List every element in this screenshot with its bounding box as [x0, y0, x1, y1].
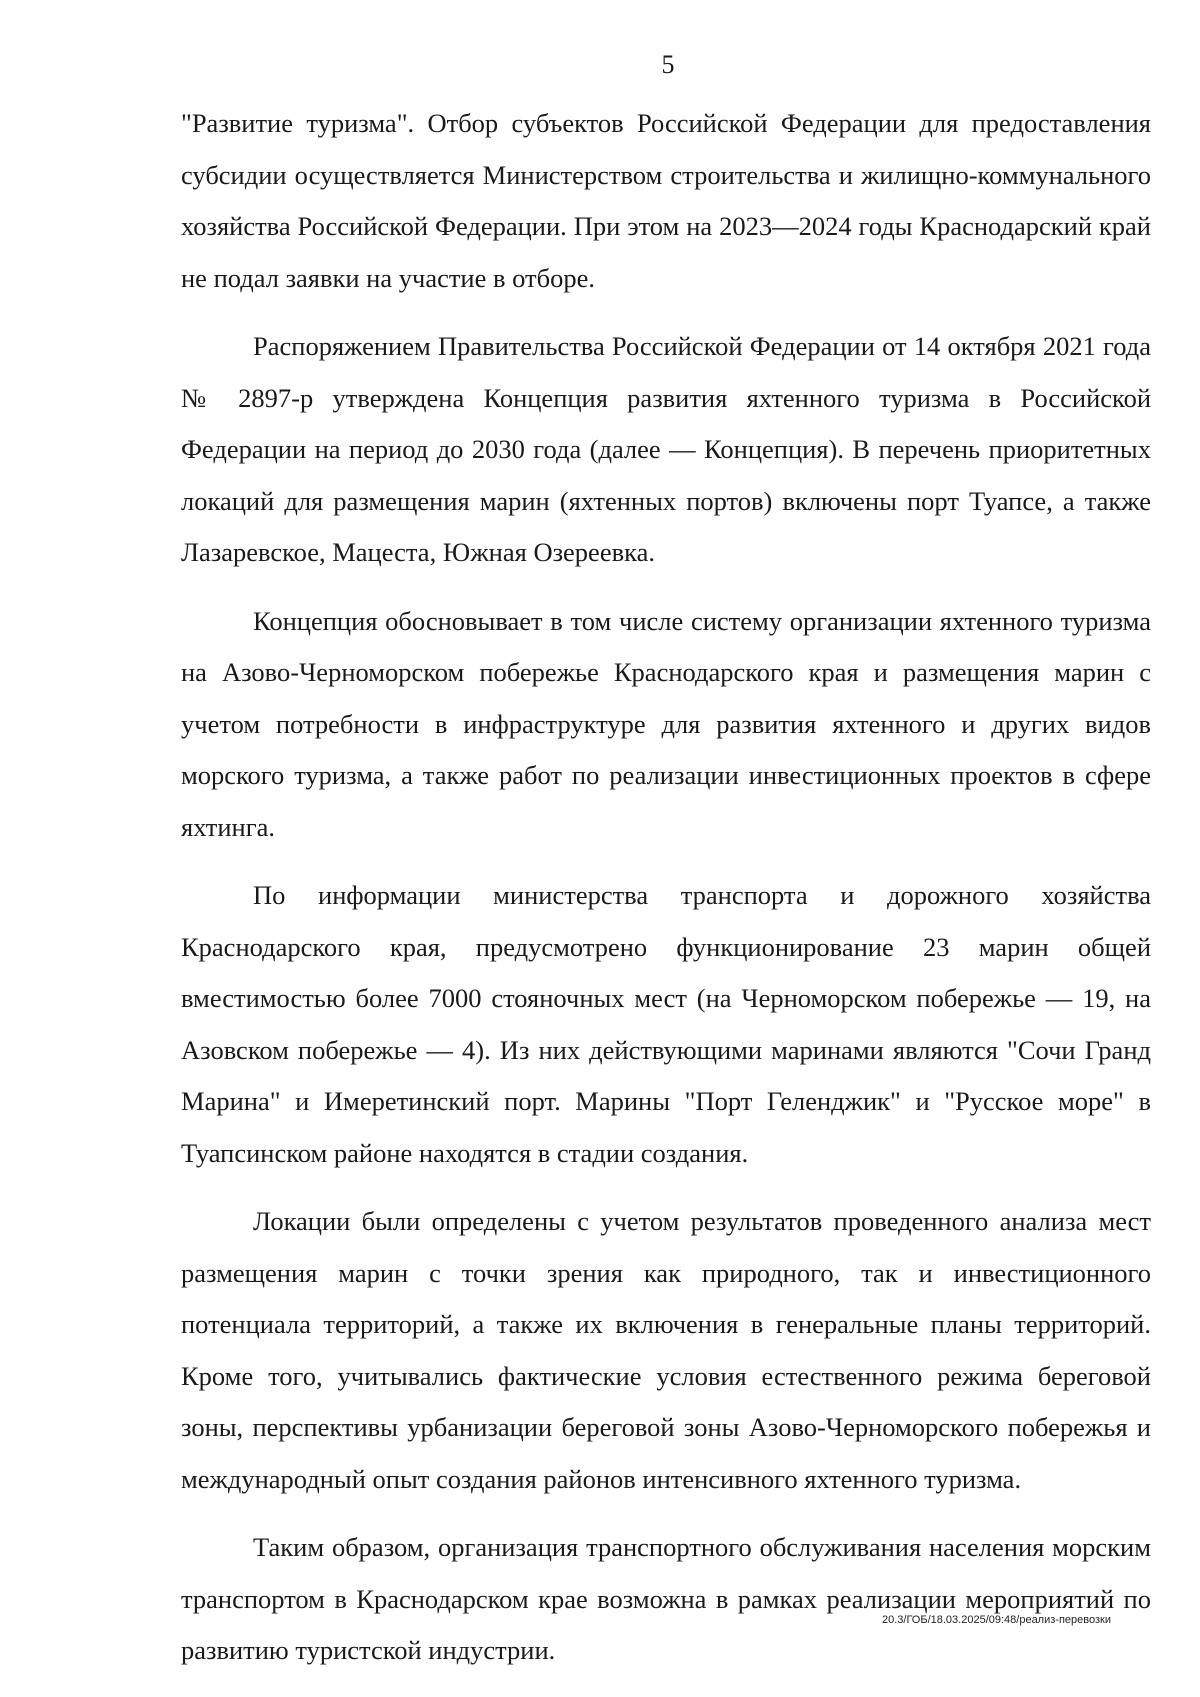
paragraph-government-order: Распоряжением Правительства Российской Федерации от 14 октября 2021 года № 2897-р утверждена Концепция развития яхтенного туризма в Российской Федерации на период до 2030 года (далее — Концепция). В перечень приоритетных локаций для размещения марин (яхтенных портов) включены порт Туапсе, а также Лазаревское, Мацеста, Южная Озереевка.	[181, 331, 1151, 567]
paragraph-tourism-development: "Развитие туризма". Отбор субъектов Российской Федерации для предоставления субсидии осуществляется Министерством строительства и жилищно-коммунального хозяйства Российской Федерации. При этом на 2023—2024 годы Краснодарский край не подал заявки на участие в отборе.	[181, 108, 1151, 293]
document-body	[181, 98, 1151, 1677]
paragraph-marinas-info: По информации министерства транспорта и дорожного хозяйства Краснодарского края, предусмотрено функционирование 23 марин общей вместимостью более 7000 стояночных мест (на Черноморском побережье — 19, на Азовском побережье — 4). Из них действующими маринами являются "Сочи Гранд Марина" и Имеретинский порт. Марины "Порт Геленджик" и "Русское море" в Туапсинском районе находятся в стадии создания.	[181, 880, 1151, 1168]
paragraph-conclusion: Таким образом, организация транспортного обслуживания населения морским транспортом в Краснодарском крае возможна в рамках реализации мероприятий по развитию туристской индустрии.	[181, 1532, 1151, 1665]
paragraph-locations: Локации были определены с учетом результатов проведенного анализа мест размещения марин с точки зрения как природного, так и инвестиционного потенциала территорий, а также их включения в генеральные планы территорий. Кроме того, учитывались фактические условия естественного режима береговой зоны, перспективы урбанизации береговой зоны Азово-Черноморского побережья и международный опыт создания районов интенсивного яхтенного туризма.	[181, 1206, 1151, 1494]
page-number: 5	[661, 50, 675, 79]
document-footer-stamp: 20.3/ГОБ/18.03.2025/09:48/реализ-перевозки	[882, 1614, 1111, 1626]
paragraph-concept: Концепция обосновывает в том числе систему организации яхтенного туризма на Азово-Черноморском побережье Краснодарского края и размещения марин с учетом потребности в инфраструктуре для развития яхтенного и других видов морского туризма, а также работ по реализации инвестиционных проектов в сфере яхтинга.	[181, 605, 1151, 842]
